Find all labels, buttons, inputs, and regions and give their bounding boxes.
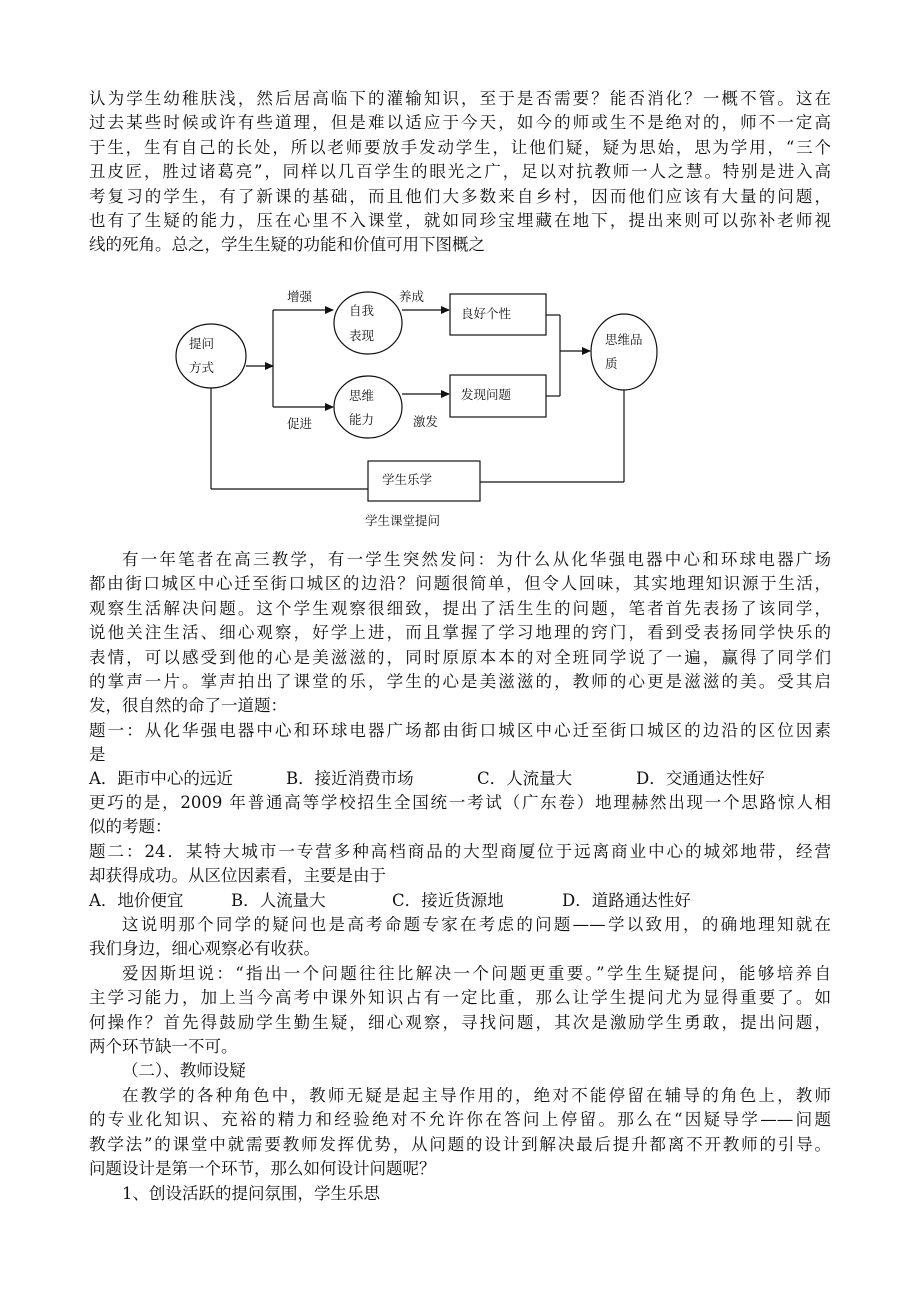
subheading-text: 1、创设活跃的提问氛围，学生乐思 [122,1184,380,1203]
text-line: 却获得成功。从区位因素看，主要是由于 [89,866,386,886]
diagram-caption: 学生课堂提问 [365,513,441,528]
diagram-canvas [160,275,680,537]
option-b: B．接近消费市场 [286,769,414,788]
edge-label: 促进 [287,416,313,431]
paragraph-intro [89,87,831,258]
edge-label: 激发 [413,414,439,429]
node-label: 良好个性 [461,306,512,321]
question-one-options [89,767,831,791]
text-line: 何操作？首先得鼓励学生勤生疑，细心观察，寻找问题，其次是激励学生勇敢，提出问题， [89,1012,831,1032]
text-line: 都由街口城区中心迁至街口城区的边沿？问题很简单，但令人回味，其实地理知识源于生活， [89,574,831,594]
node-label: 思维品 [605,332,643,347]
text-line: 这说明那个同学的疑问也是高考命题专家在考虑的问题——学以致用，的确地理知就在 [122,915,831,934]
option-d: D．道路通达性好 [562,891,691,910]
node-label: 表现 [349,328,375,343]
paragraph-bridge [89,791,831,840]
text-line: 更巧的是，2009 年普通高等学校招生全国统一考试（广东卷）地理赫然出现一个思路惊人相 [89,793,831,812]
node-label: 自我 [349,303,375,318]
text-line: 也有了生疑的能力，压在心里不入课堂，就如同珍宝埋藏在地下，提出来则可以弥补老师视 [89,210,831,230]
question-two [89,840,831,889]
option-a: A．距市中心的远近 [89,769,233,788]
text-line: 线的死角。总之，学生生疑的功能和价值可用下图概之 [89,235,485,255]
text-line: 在教学的各种角色中，教师无疑是起主导作用的，绝对不能停留在辅导的角色上，教师 [122,1086,831,1105]
node-siwei-pinzhi [591,314,657,390]
text-line: 题二：24．某特大城市一专营多种高档商品的大型商厦位于远离商业中心的城郊地带，经营 [89,842,831,861]
text-line: 题一：从化华强电器中心和环球电器广场都由街口城区中心迁至街口城区的边沿的区位因素 [89,721,831,740]
option-c: C．接近货源地 [392,891,504,910]
question-two-options [89,889,831,913]
text-line: 有一年笔者在高三教学，有一学生突然发问：为什么从化华强电器中心和环球电器广场 [122,550,831,569]
edge-label: 增强 [287,289,313,304]
text-line: 问题设计是第一个环节，那么如何设计问题呢？ [89,1159,436,1179]
text-line: 考复习的学生，有了新课的基础，而且他们大多数来自乡村，因而他们应该有大量的问题， [89,186,831,206]
node-label: 思维 [349,388,375,403]
node-label: 提问 [189,336,215,351]
text-line: 主学习能力，加上当今高考中课外知识占有一定比重，那么让学生提问尤为显得重要了。如 [89,988,831,1008]
text-line: 似的考题： [89,817,172,837]
question-one [89,719,831,768]
edge-label: 养成 [399,289,425,304]
node-label: 学生乐学 [382,472,433,487]
option-d: D．交通通达性好 [636,769,765,788]
text-line: 于生，生有自己的长处，所以老师要放手发动学生，让他们疑，疑为思始，思为学用，“三个 [89,137,831,157]
subheading [122,1182,822,1206]
text-line: 发，很自然的命了一道题： [89,696,287,716]
text-line: 两个环节缺一不可。 [89,1037,238,1057]
question-function-diagram [160,275,680,537]
option-c: C．人流量大 [477,769,573,788]
option-b: B．人流量大 [231,891,326,910]
text-line: 表情，可以感受到他的心是美滋滋的，同时原原本本的对全班同学说了一遍，赢得了同学们 [89,647,831,667]
text-line: 爱因斯坦说：“指出一个问题往往比解决一个问题更重要。”学生生疑提问，能够培养自 [122,964,831,983]
text-line: 观察生活解决问题。这个学生观察很细致，提出了活生生的问题，笔者首先表扬了该同学， [89,598,831,618]
node-label: 方式 [189,360,215,375]
text-line: 丑皮匠，胜过诸葛亮”，同样以几百学生的眼光之广，足以对抗教师一人之慧。特别是进入高 [89,162,831,182]
text-line: 说他关注生活、细心观察，好学上进，而且掌握了学习地理的窍门，看到受表扬同学快乐的 [89,623,831,643]
text-line: 教学法”的课堂中就需要教师发挥优势，从问题的设计到解决最后提升都离不开教师的引导。 [89,1134,831,1154]
node-label: 发现问题 [461,387,512,402]
text-line: 我们身边，细心观察必有收获。 [89,939,320,959]
node-label: 质 [605,356,618,371]
paragraph-anecdote [89,548,831,719]
text-line: 的专业化知识、充裕的精力和经验绝对不允许你在答问上停留。那么在“因疑导学——问题 [89,1110,831,1130]
section-title: （二）、教师设疑 [122,1061,246,1080]
node-tiwen-fangshi [176,324,246,388]
paragraph-teacher [89,1084,831,1182]
section-heading [122,1059,822,1083]
paragraph-einstein [89,962,831,1060]
text-line: 是 [89,745,106,765]
option-a: A．地价便宜 [89,891,184,910]
text-line: 过去某些时候或许有些道理，但是难以适应于今天，如今的师或生不是绝对的，师不一定高 [89,113,831,133]
node-label: 能力 [349,412,375,427]
paragraph-conclusion [89,913,831,962]
text-line: 认为学生幼稚肤浅，然后居高临下的灌输知识，至于是否需要？能否消化？一概不管。这在 [89,89,831,108]
text-line: 的掌声一片。掌声拍出了课堂的乐，学生的心是美滋滋的，教师的心更是滋滋的美。受其启 [89,671,831,691]
